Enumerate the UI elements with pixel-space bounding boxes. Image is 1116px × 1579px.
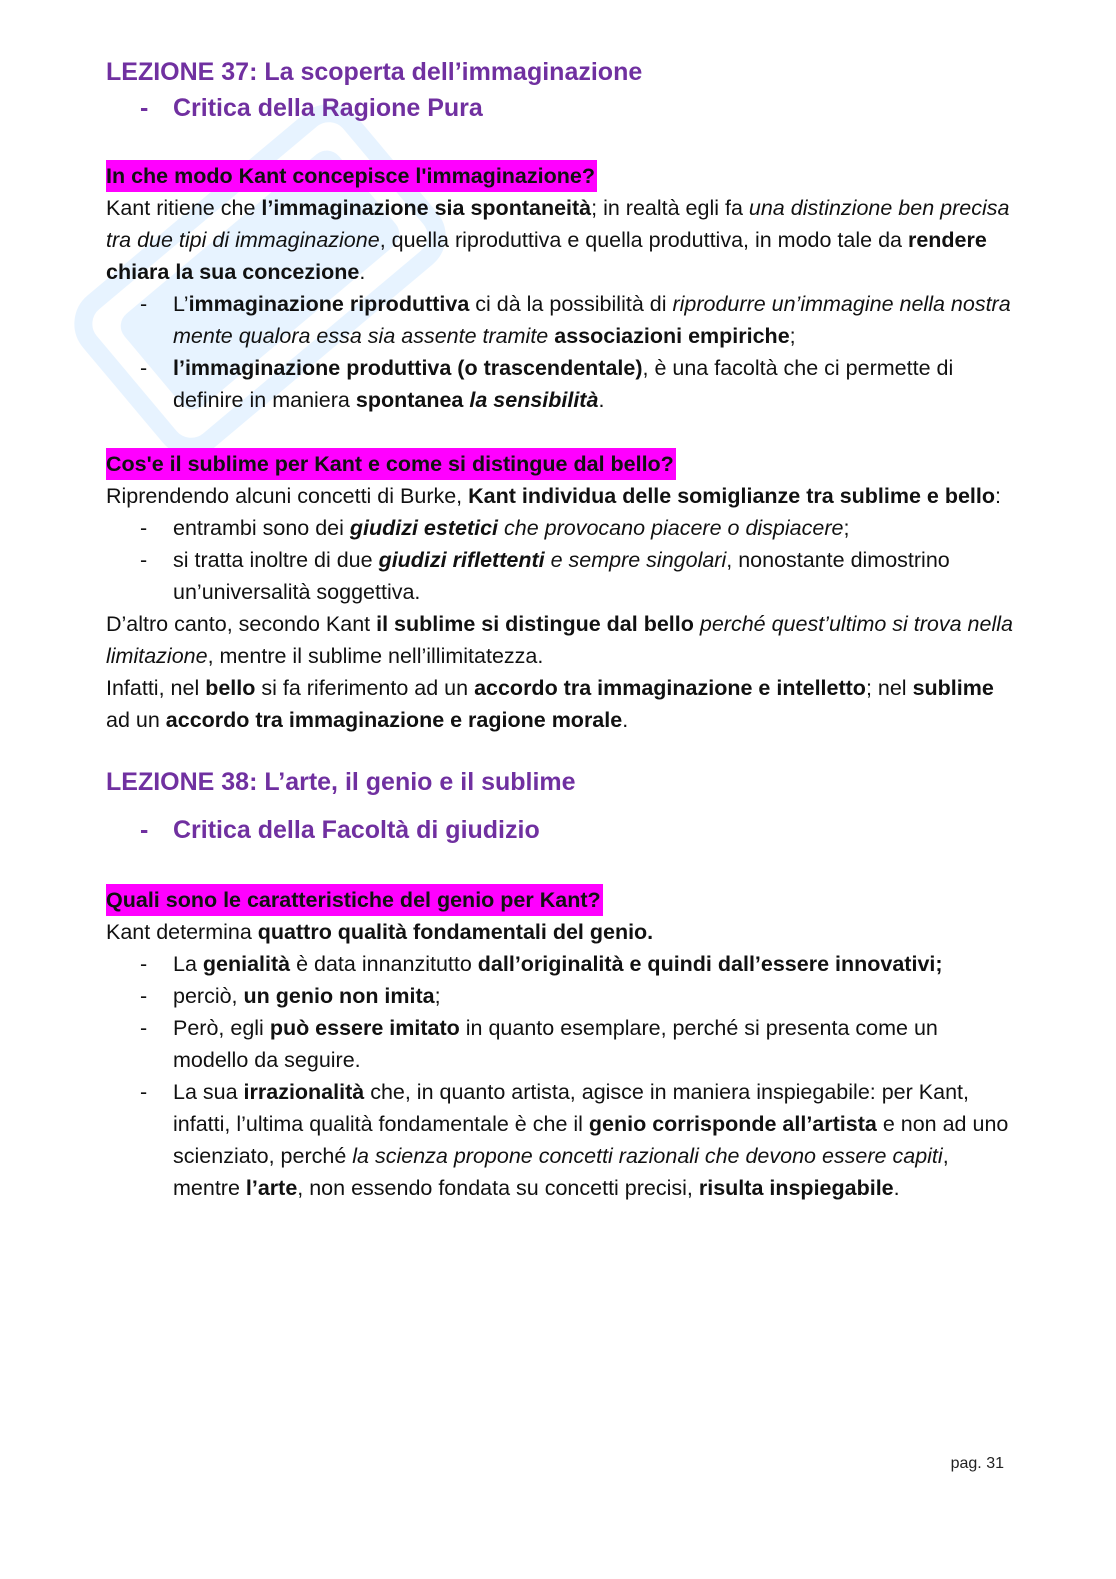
list-item: - si tratta inoltre di due giudizi riflettenti e sempre singolari, nonostante dimostrino un’universalità soggettiva. [140, 548, 950, 604]
list-immaginazione [106, 288, 1016, 416]
paragraph-genio: Kant determina quattro qualità fondamentali del genio. [106, 920, 654, 944]
document-content [106, 54, 1016, 1204]
lesson-37-subtitle-text: Critica della Ragione Pura [173, 94, 483, 122]
list-item: - La genialità è data innanzitutto dall’originalità e quindi dall’essere innovativi; [140, 952, 943, 976]
lesson-38-subtitle [106, 812, 1016, 848]
page-number: pag. 31 [950, 1455, 1004, 1472]
list-item: - La sua irrazionalità che, in quanto artista, agisce in maniera inspiegabile: per Kant, infatti, l’ultima qualità fondamentale è che il genio corrisponde all’artista e non ad uno scienziato, perché la scienza propone concetti razionali che devono essere capiti, mentre l’arte, non essendo fondata su concetti precisi, risulta inspiegabile. [140, 1080, 1009, 1200]
list-item: - Però, egli può essere imitato in quanto esemplare, perché si presenta come un modello da seguire. [140, 1016, 938, 1072]
question-immaginazione: In che modo Kant concepisce l'immaginazione? [106, 160, 597, 192]
lesson-38-subtitle-text: Critica della Facoltà di giudizio [173, 816, 540, 844]
paragraph-immaginazione: Kant ritiene che l’immaginazione sia spontaneità; in realtà egli fa una distinzione ben precisa tra due tipi di immaginazione, quella riproduttiva e quella produttiva, in modo tale da rendere chiara la sua concezione. [106, 196, 1010, 284]
paragraph-burke: Riprendendo alcuni concetti di Burke, Kant individua delle somiglianze tra sublime e bello: [106, 484, 1001, 508]
list-item: - entrambi sono dei giudizi estetici che provocano piacere o dispiacere; [140, 516, 850, 540]
list-item: - L’immaginazione riproduttiva ci dà la possibilità di riprodurre un’immagine nella nostra mente qualora essa sia assente tramite associazioni empiriche; [140, 292, 1011, 348]
question-sublime: Cos'e il sublime per Kant e come si distingue dal bello? [106, 448, 676, 480]
list-sublime [106, 512, 1016, 608]
lesson-37-subtitle [106, 90, 1016, 126]
question-genio: Quali sono le caratteristiche del genio per Kant? [106, 884, 603, 916]
list-genio [106, 948, 1016, 1204]
bullet-dash: - [140, 94, 149, 122]
list-item: - perciò, un genio non imita; [140, 984, 441, 1008]
paragraph-distinzione: D’altro canto, secondo Kant il sublime si distingue dal bello perché quest’ultimo si trova nella limitazione, mentre il sublime nell’illimitatezza. [106, 612, 1013, 668]
bullet-dash: - [140, 816, 149, 844]
lesson-38-title: LEZIONE 38: L’arte, il genio e il sublime [106, 768, 576, 796]
lesson-37-title: LEZIONE 37: La scoperta dell’immaginazione [106, 58, 643, 86]
list-item: - l’immaginazione produttiva (o trascendentale), è una facoltà che ci permette di definire in maniera spontanea la sensibilità. [140, 356, 954, 412]
paragraph-accordo: Infatti, nel bello si fa riferimento ad un accordo tra immaginazione e intelletto; nel sublime ad un accordo tra immaginazione e ragione morale. [106, 676, 994, 732]
